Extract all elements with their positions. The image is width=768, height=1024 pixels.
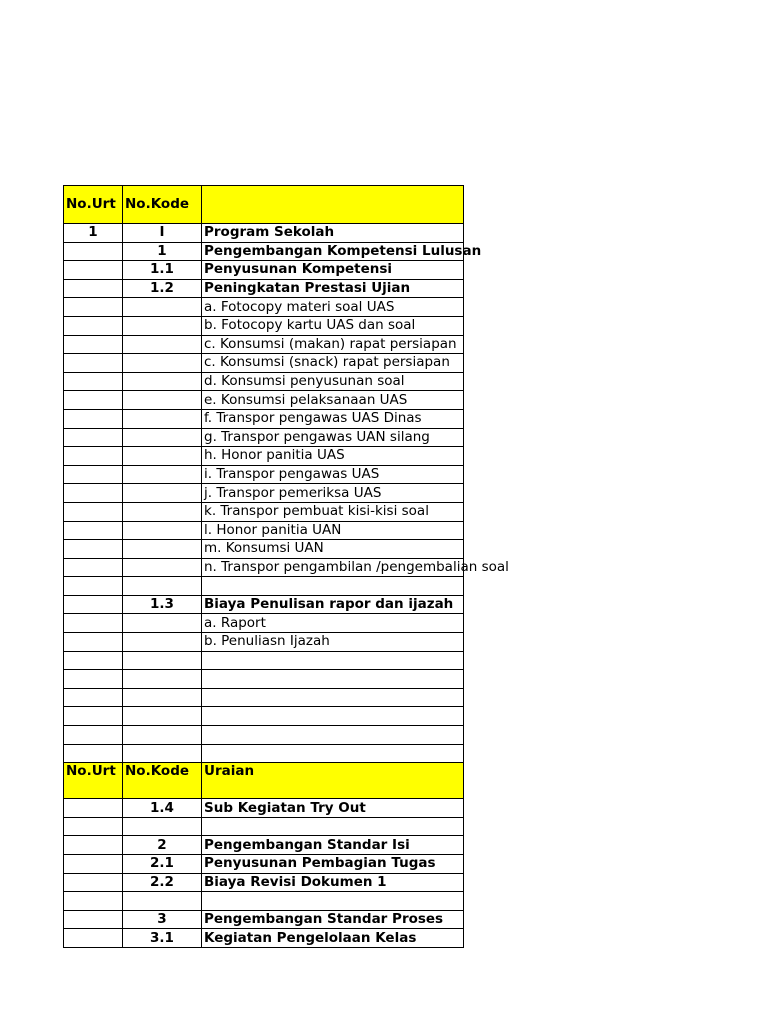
cell-no-urt[interactable] [64,447,123,466]
header-no-kode[interactable]: No.Kode [123,186,202,224]
table-row [64,521,464,540]
cell-uraian[interactable]: Biaya Penulisan rapor dan ijazah [202,595,464,614]
table-row [64,688,464,707]
cell-uraian[interactable] [202,670,464,689]
cell-no-urt[interactable] [64,726,123,745]
cell-uraian[interactable]: Program Sekolah [202,224,464,243]
cell-no-urt[interactable] [64,316,123,335]
cell-uraian[interactable]: k. Transpor pembuat kisi-kisi soal [202,502,464,521]
table-row [64,540,464,559]
table-row [64,502,464,521]
cell-uraian[interactable]: Pengembangan Standar Proses [202,910,464,929]
spreadsheet [63,185,509,948]
header-no-urt[interactable]: No.Urt [64,186,123,224]
cell-no-kode[interactable]: 1.2 [123,279,202,298]
cell-no-urt[interactable] [64,540,123,559]
table-row [64,242,464,261]
cell-no-kode[interactable]: 1.1 [123,261,202,280]
cell-no-urt[interactable] [64,354,123,373]
cell-no-kode[interactable] [123,633,202,652]
cell-uraian[interactable]: a. Fotocopy materi soal UAS [202,298,464,317]
table-row [64,428,464,447]
cell-no-kode[interactable] [123,614,202,633]
cell-uraian[interactable]: Biaya Revisi Dokumen 1 [202,873,464,892]
cell-no-kode[interactable] [123,577,202,596]
table-row [64,224,464,243]
cell-uraian[interactable]: j. Transpor pemeriksa UAS [202,484,464,503]
cell-no-kode[interactable] [123,688,202,707]
cell-no-kode[interactable]: 2.2 [123,873,202,892]
cell-no-kode[interactable]: 2 [123,836,202,855]
cell-no-kode[interactable] [123,484,202,503]
cell-no-kode[interactable]: 1.3 [123,595,202,614]
cell-no-kode[interactable] [123,707,202,726]
table-row [64,484,464,503]
cell-no-kode[interactable]: 3 [123,910,202,929]
table-row [64,707,464,726]
cell-no-kode[interactable]: 1.4 [123,799,202,818]
cell-uraian[interactable] [202,744,464,763]
cell-uraian[interactable]: d. Konsumsi penyusunan soal [202,372,464,391]
table-row [64,726,464,745]
cell-no-kode[interactable] [123,521,202,540]
cell-no-urt[interactable] [64,335,123,354]
table-row [64,817,464,836]
cell-uraian[interactable] [202,726,464,745]
cell-no-kode[interactable] [123,428,202,447]
cell-uraian[interactable]: Pengembangan Standar Isi [202,836,464,855]
cell-no-urt[interactable] [64,558,123,577]
cell-uraian[interactable]: a. Raport [202,614,464,633]
cell-no-kode[interactable] [123,670,202,689]
cell-uraian[interactable]: g. Transpor pengawas UAN silang [202,428,464,447]
table-row [64,391,464,410]
table-row [64,836,464,855]
cell-uraian[interactable]: h. Honor panitia UAS [202,447,464,466]
cell-uraian[interactable]: Peningkatan Prestasi Ujian [202,279,464,298]
cell-no-kode[interactable]: I [123,224,202,243]
cell-uraian[interactable]: m. Konsumsi UAN [202,540,464,559]
cell-no-urt[interactable] [64,873,123,892]
cell-uraian[interactable] [202,817,464,836]
table-row [64,316,464,335]
table-row [64,633,464,652]
cell-no-urt[interactable] [64,910,123,929]
cell-no-urt[interactable] [64,688,123,707]
cell-no-urt[interactable] [64,670,123,689]
cell-no-urt[interactable] [64,595,123,614]
header-row [64,186,464,224]
table-row [64,372,464,391]
cell-no-kode[interactable] [123,372,202,391]
cell-uraian[interactable]: b. Fotocopy kartu UAS dan soal [202,316,464,335]
cell-no-kode[interactable] [123,447,202,466]
cell-no-kode[interactable] [123,817,202,836]
cell-uraian[interactable]: e. Konsumsi pelaksanaan UAS [202,391,464,410]
cell-uraian[interactable] [202,651,464,670]
table-row [64,261,464,280]
cell-no-kode[interactable]: 3.1 [123,929,202,948]
cell-uraian[interactable] [202,577,464,596]
cell-no-urt[interactable] [64,707,123,726]
table-row [64,558,464,577]
cell-no-urt[interactable] [64,521,123,540]
cell-no-urt[interactable] [64,614,123,633]
cell-no-kode[interactable] [123,502,202,521]
cell-uraian[interactable]: Pengembangan Kompetensi Lulusan [202,242,464,261]
table-row [64,892,464,911]
cell-no-kode[interactable]: 1 [123,242,202,261]
cell-no-urt[interactable]: 1 [64,224,123,243]
cell-no-urt[interactable] [64,929,123,948]
cell-no-kode[interactable] [123,298,202,317]
cell-no-urt[interactable] [64,409,123,428]
cell-no-kode[interactable] [123,540,202,559]
table-row [64,873,464,892]
cell-uraian[interactable]: Penyusunan Pembagian Tugas [202,855,464,874]
table-row [64,744,464,763]
cell-uraian[interactable]: i. Transpor pengawas UAS [202,465,464,484]
cell-no-urt[interactable] [64,261,123,280]
cell-no-urt[interactable] [64,651,123,670]
header-row-2 [64,763,464,799]
cell-uraian[interactable]: Sub Kegiatan Try Out [202,799,464,818]
cell-no-urt[interactable] [64,744,123,763]
table-row [64,929,464,948]
cell-no-urt[interactable] [64,799,123,818]
table-row [64,409,464,428]
cell-no-urt[interactable] [64,279,123,298]
cell-uraian[interactable]: c. Konsumsi (snack) rapat persiapan [202,354,464,373]
table-row [64,595,464,614]
cell-no-urt[interactable] [64,633,123,652]
table-row [64,298,464,317]
cell-no-kode[interactable] [123,354,202,373]
cell-no-kode[interactable] [123,892,202,911]
table-row [64,447,464,466]
table-row [64,354,464,373]
cell-no-kode[interactable] [123,465,202,484]
cell-no-kode[interactable] [123,651,202,670]
cell-no-urt[interactable] [64,502,123,521]
cell-uraian[interactable]: f. Transpor pengawas UAS Dinas [202,409,464,428]
cell-no-kode[interactable] [123,391,202,410]
table-row [64,465,464,484]
table-row [64,799,464,818]
cell-no-urt[interactable] [64,484,123,503]
cell-no-urt[interactable] [64,298,123,317]
cell-no-urt[interactable] [64,892,123,911]
table-row [64,577,464,596]
cell-no-urt[interactable] [64,817,123,836]
table-row [64,335,464,354]
cell-no-kode[interactable] [123,316,202,335]
cell-uraian[interactable] [202,688,464,707]
table-row [64,279,464,298]
cell-no-urt[interactable] [64,836,123,855]
cell-no-kode[interactable] [123,726,202,745]
budget-table [63,185,509,948]
cell-no-kode[interactable] [123,409,202,428]
header-uraian[interactable]: Uraian [202,763,464,799]
cell-no-urt[interactable] [64,577,123,596]
cell-uraian[interactable]: b. Penuliasn Ijazah [202,633,464,652]
cell-uraian[interactable] [202,707,464,726]
cell-no-urt[interactable] [64,372,123,391]
table-row [64,910,464,929]
table-row [64,855,464,874]
cell-uraian[interactable]: Kegiatan Pengelolaan Kelas [202,929,464,948]
cell-no-urt[interactable] [64,855,123,874]
table-row [64,651,464,670]
table-row [64,614,464,633]
cell-no-kode[interactable] [123,558,202,577]
cell-no-urt[interactable] [64,465,123,484]
cell-no-urt[interactable] [64,428,123,447]
table-row [64,670,464,689]
header-uraian[interactable] [202,186,464,224]
header-no-urt[interactable]: No.Urt [64,763,123,799]
cell-uraian[interactable]: c. Konsumsi (makan) rapat persiapan [202,335,464,354]
cell-no-kode[interactable] [123,744,202,763]
cell-uraian[interactable]: n. Transpor pengambilan /pengembalian soal [202,558,464,577]
cell-uraian[interactable] [202,892,464,911]
cell-no-kode[interactable] [123,335,202,354]
cell-no-urt[interactable] [64,391,123,410]
cell-no-kode[interactable]: 2.1 [123,855,202,874]
header-no-kode[interactable]: No.Kode [123,763,202,799]
cell-uraian[interactable]: l. Honor panitia UAN [202,521,464,540]
cell-uraian[interactable]: Penyusunan Kompetensi [202,261,464,280]
cell-no-urt[interactable] [64,242,123,261]
